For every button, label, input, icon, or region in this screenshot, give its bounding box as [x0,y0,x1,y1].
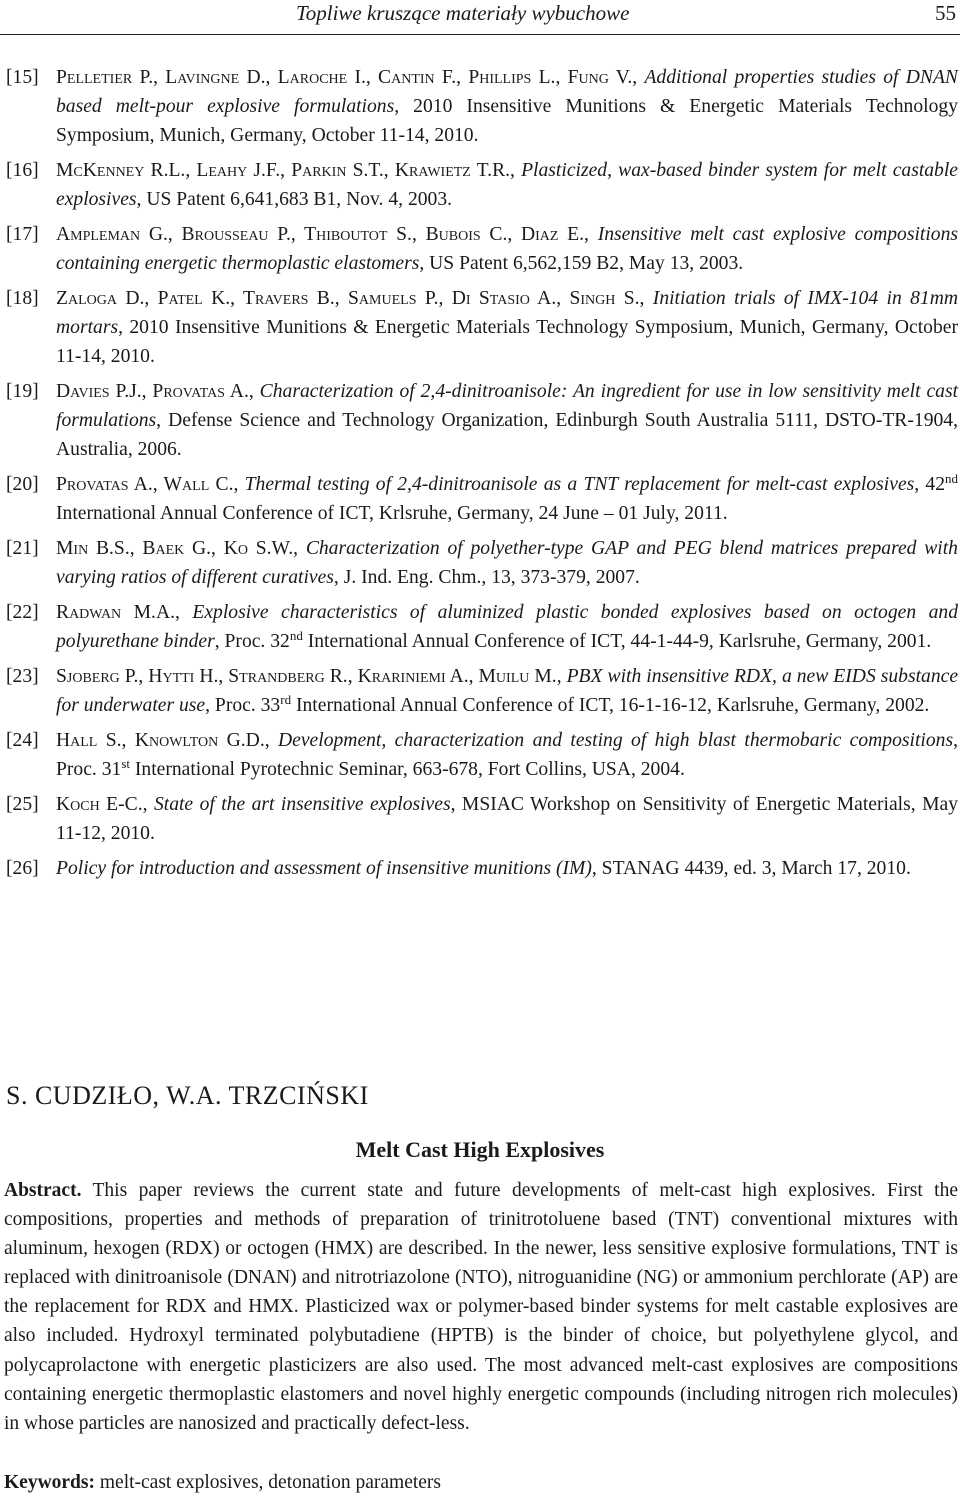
reference-title: PBX with insensitive RDX, a new EIDS substance for underwater use [56,666,959,716]
ordinal-superscript: nd [289,628,303,643]
reference-item [6,470,958,528]
ordinal-superscript: st [121,756,130,771]
reference-authors: Sjoberg P., Hytti H., Strandberg R., Krariniemi A., Muilu M. [56,666,557,687]
reference-text: , [142,794,154,815]
reference-authors: Ampleman G., Brousseau P., Thiboutot S., Bubois C., Diaz E. [56,224,585,245]
reference-authors: Provatas A., Wall C. [56,474,234,495]
reference-text: , [233,474,245,495]
reference-text: , [556,666,567,687]
reference-authors: Koch E-C. [56,794,143,815]
reference-text: , MSIAC Workshop on Sensitivity of Energetic Materials, May 11-12, 2010. [56,794,958,844]
reference-number: [17] [6,224,39,245]
reference-item [6,377,958,464]
ordinal-superscript: nd [945,471,959,486]
reference-text: , J. Ind. Eng. Chm., 13, 373-379, 2007. [333,567,640,588]
reference-text: , Proc. 31 [56,730,958,780]
reference-text: , [584,224,598,245]
reference-title: Plasticized, wax-based binder system for melt castable explosives [56,160,958,210]
reference-text: International Annual Conference of ICT, Krlsruhe, Germany, 24 June – 01 July, 2011. [56,503,728,524]
reference-number: [19] [6,381,39,402]
reference-number: [15] [6,67,39,88]
reference-text: , [510,160,522,181]
reference-number: [16] [6,160,39,181]
reference-text: International Annual Conference of ICT, 16-1-16-12, Karlsruhe, Germany, 2002. [291,695,930,716]
reference-text: , [264,730,279,751]
reference-number: [21] [6,538,39,559]
reference-title: Thermal testing of 2,4-dinitroanisole as a TNT replacement for melt-cast explosives [244,474,915,495]
reference-text: , US Patent 6,562,159 B2, May 13, 2003. [419,253,744,274]
reference-text: International Annual Conference of ICT, 44-1-44-9, Karlsruhe, Germany, 2001. [302,631,932,652]
reference-number: [24] [6,730,39,751]
ordinal-superscript: rd [280,692,292,707]
reference-text: , Proc. 32 [214,631,290,652]
reference-title: Insensitive melt cast explosive compositions containing energetic thermoplastic elastomers [56,224,958,274]
reference-item [6,284,958,371]
reference-text: , [175,602,193,623]
reference-authors: Min B.S., Baek G., Ko S.W. [56,538,294,559]
reference-text: , 2010 Insensitive Munitions & Energetic Materials Technology Symposium, Munich, Germany, October 11-14, 2010. [56,317,958,367]
reference-item [6,63,958,150]
journal-title: Topliwe kruszące materiały wybuchowe [296,1,630,25]
reference-item [6,156,958,214]
reference-item [6,662,958,720]
reference-item [6,726,958,784]
reference-list [6,63,958,889]
reference-title: Policy for introduction and assessment of insensitive munitions (IM) [56,858,592,879]
abstract-label: Abstract. [4,1180,82,1201]
reference-item [6,790,958,848]
reference-number: [26] [6,858,39,879]
reference-item [6,534,958,592]
reference-authors: Davies P.J., Provatas A. [56,381,249,402]
reference-text: International Pyrotechnic Seminar, 663-678, Fort Collins, USA, 2004. [129,759,685,780]
keywords-label: Keywords: [4,1472,95,1493]
reference-item [6,854,958,883]
reference-text: , [639,288,653,309]
reference-number: [20] [6,474,39,495]
abstract [4,1176,958,1438]
reference-authors: Radwan M.A. [56,602,176,623]
reference-title: Characterization of polyether-type GAP and PEG blend matrices prepared with varying ratios of different curatives [56,538,958,588]
reference-item [6,598,958,656]
reference-text: , US Patent 6,641,683 B1, Nov. 4, 2003. [136,189,453,210]
reference-text: , Defense Science and Technology Organization, Edinburgh South Australia 5111, DSTO-TR-1904, Australia, 2006. [56,410,958,460]
reference-number: [18] [6,288,39,309]
reference-text: , 2010 Insensitive Munitions & Energetic Materials Technology Symposium, Munich, Germany, October 11-14, 2010. [56,96,958,146]
reference-text: , 42 [914,474,946,495]
reference-authors: McKenney R.L., Leahy J.F., Parkin S.T., Krawietz T.R. [56,160,511,181]
reference-number: [22] [6,602,39,623]
reference-title: Development, characterization and testing of high blast thermobaric compositions [278,730,954,751]
reference-text: , STANAG 4439, ed. 3, March 17, 2010. [591,858,911,879]
reference-title: Characterization of 2,4-dinitroanisole: An ingredient for use in low sensitivity melt cast formulations [56,381,959,431]
keywords [4,1468,441,1497]
reference-title: Additional properties studies of DNAN based melt-pour explosive formulations [56,67,959,117]
reference-number: [25] [6,794,39,815]
running-header [0,0,960,35]
page-number: 55 [935,1,956,25]
keywords-text: melt-cast explosives, detonation parameters [95,1472,442,1493]
reference-text: , [293,538,306,559]
reference-number: [23] [6,666,39,687]
reference-text: , Proc. 33 [205,695,281,716]
reference-title: State of the art insensitive explosives [153,794,451,815]
reference-authors: Zaloga D., Patel K., Travers B., Samuels P., Di Stasio A., Singh S. [56,288,640,309]
reference-authors: Hall S., Knowlton G.D. [56,730,265,751]
article-title: Melt Cast High Explosives [355,1137,605,1162]
article-authors: S. CUDZIŁO, W.A. TRZCIŃSKI [6,1081,369,1110]
abstract-text: This paper reviews the current state and future developments of melt-cast high explosives. First the compositions, properties and methods of preparation of trinitrotoluene based (TNT) conventional mixtures with aluminum, hexogen (RDX) or octogen (HMX) are described. In the newer, less sensitive explosive formulations, TNT is replaced with dinitroanisole (DNAN) and nitrotriazolone (NTO), nitroguanidine (NG) or ammonium perchlorate (AP) are the replacement for RDX and HMX. Plasticized wax or polymer-based binder systems for melt castable explosives are also included. Hydroxyl terminated polybutadiene (HPTB) is the binder of choice, but polyethylene glycol, and polycaprolactone with energetic plasticizers are also used. The most advanced melt-cast explosives are compositions containing energetic thermoplastic elastomers and novel highly energetic compounds (including nitrogen rich molecules) in whose particles are nanosized and practically defect-less. [4,1180,958,1434]
reference-title: Explosive characteristics of aluminized plastic bonded explosives based on octogen and polyurethane binder [56,602,958,652]
reference-text: , [632,67,645,88]
reference-authors: Pelletier P., Lavingne D., Laroche I., Cantin F., Phillips L., Fung V. [56,67,633,88]
reference-text: , [248,381,260,402]
reference-item [6,220,958,278]
reference-title: Initiation trials of IMX-104 in 81mm mortars [56,288,959,338]
